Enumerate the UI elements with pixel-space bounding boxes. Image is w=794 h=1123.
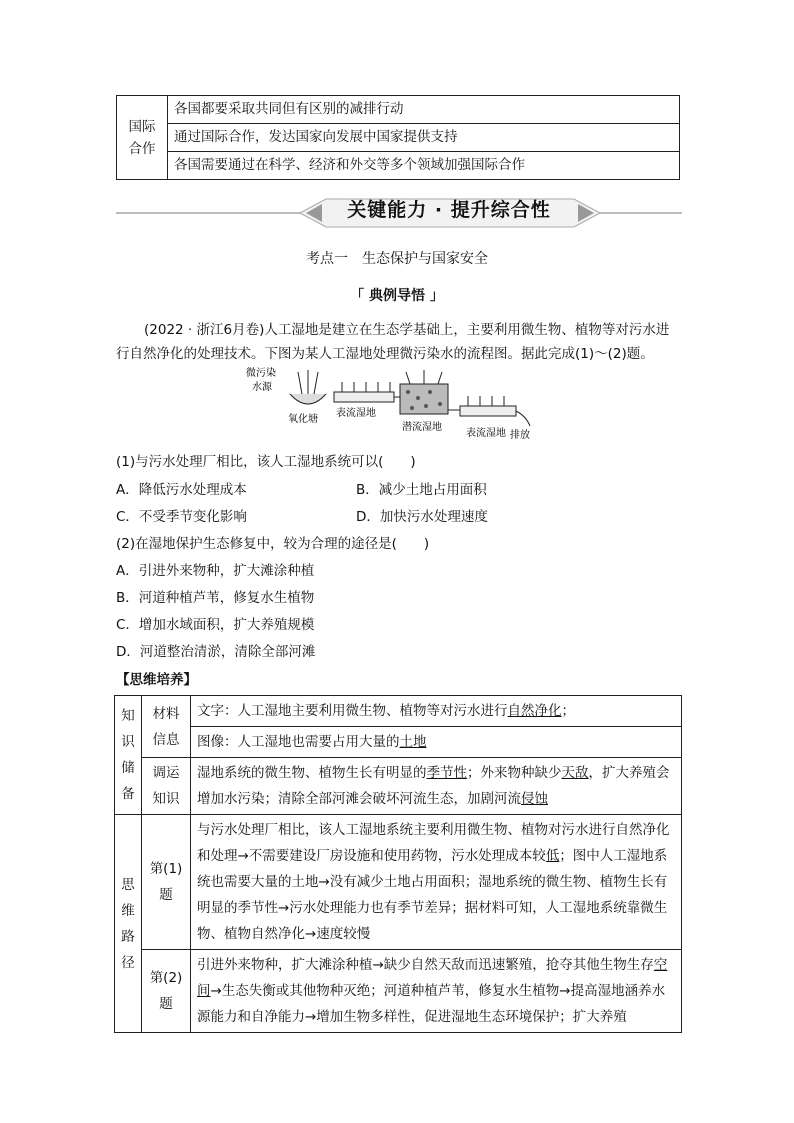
- path-head: 思 维 路 径: [115, 815, 142, 1033]
- diagram-surface-label: 表流湿地: [336, 408, 376, 419]
- thinking-label: 【思维培养】: [116, 672, 197, 688]
- diagram-discharge-label: 排放: [510, 430, 530, 441]
- wetland-flow-diagram: [240, 364, 540, 444]
- recall-text: 湿地系统的微生物、植物生长有明显的季节性；外来物种缺少天敌，扩大养殖会增加水污染；清除全部河滩会破坏河流生态，加剧河流侵蚀: [191, 758, 682, 815]
- q2-option-b[interactable]: B．河道种植芦苇，修复水生植物: [116, 590, 315, 606]
- q2-stem: (2)在湿地保护生态修复中，较为合理的途径是( ): [116, 536, 430, 552]
- cooperation-row: 各国需要通过在科学、经济和外交等多个领域加强国际合作: [168, 152, 680, 180]
- q1-path-text: 与污水处理厂相比，该人工湿地系统主要利用微生物、植物对污水进行自然净化和处理→不需要建设厂房设施和使用药物，污水处理成本较低；图中人工湿地系统也需要大量的土地→没有减少土地占用面积；湿地系统的微生物、植物生长有明显的季节性→污水处理能力也有季节差异；据材料可知，人工湿地系统靠微生物、植物自然净化→速度较慢: [191, 815, 682, 950]
- q1-option-c[interactable]: C．不受季节变化影响: [116, 509, 247, 525]
- material-image: 图像：人工湿地也需要占用大量的土地: [191, 727, 682, 758]
- q2-path-head: 第(2) 题: [142, 950, 191, 1033]
- q1-option-a[interactable]: A．降低污水处理成本: [116, 482, 247, 498]
- material-text: 文字：人工湿地主要利用微生物、植物等对污水进行自然净化；: [191, 696, 682, 727]
- q2-option-a[interactable]: A．引进外来物种，扩大滩涂种植: [116, 563, 315, 579]
- q1-stem: (1)与污水处理厂相比，该人工湿地系统可以( ): [116, 454, 416, 470]
- knowledge-head: 知 识 储 备: [115, 696, 142, 815]
- diagram-surface-label: 表流湿地: [466, 428, 506, 439]
- cooperation-row: 各国都要采取共同但有区别的减排行动: [168, 96, 680, 124]
- diagram-oxidation-label: 氧化塘: [288, 414, 318, 425]
- q2-option-d[interactable]: D．河道整治清淤，清除全部河滩: [116, 644, 316, 660]
- q1-option-b[interactable]: B．减少土地占用面积: [356, 482, 487, 498]
- cooperation-table: [116, 95, 680, 180]
- recall-head: 调运 知识: [142, 758, 191, 815]
- intro-paragraph: (2022 · 浙江6月卷)人工湿地是建立在生态学基础上，主要利用微生物、植物等对污水进行自然净化的处理技术。下图为某人工湿地处理微污染水的流程图。据此完成(1)～(2)题。: [116, 322, 670, 362]
- q1-path-head: 第(1) 题: [142, 815, 191, 950]
- cooperation-head: 国际合作: [117, 96, 168, 180]
- topic-title: 考点一 生态保护与国家安全: [306, 251, 488, 267]
- q2-option-c[interactable]: C．增加水域面积，扩大养殖规模: [116, 617, 315, 633]
- banner-rule-left: [116, 212, 316, 214]
- q2-path-text: 引进外来物种，扩大滩涂种植→缺少自然天敌而迅速繁殖，抢夺其他生物生存空间→生态失衡或其他物种灭绝；河道种植芦苇，修复水生植物→提高湿地涵养水源能力和自净能力→增加生物多样性，促进湿地生态环境保护；扩大养殖: [191, 950, 682, 1033]
- subhead: 「 典例导悟 」: [350, 288, 444, 304]
- diagram-subsurface-label: 潜流湿地: [402, 422, 442, 433]
- section-title: 关键能力 · 提升综合性: [347, 199, 551, 221]
- diagram-source-label: 微污染: [246, 368, 276, 379]
- thinking-table: [114, 695, 682, 1033]
- cooperation-row: 通过国际合作，发达国家向发展中国家提供支持: [168, 124, 680, 152]
- diagram-source-label: 水源: [252, 382, 272, 393]
- material-head: 材料 信息: [142, 696, 191, 758]
- q1-option-d[interactable]: D．加快污水处理速度: [356, 509, 488, 525]
